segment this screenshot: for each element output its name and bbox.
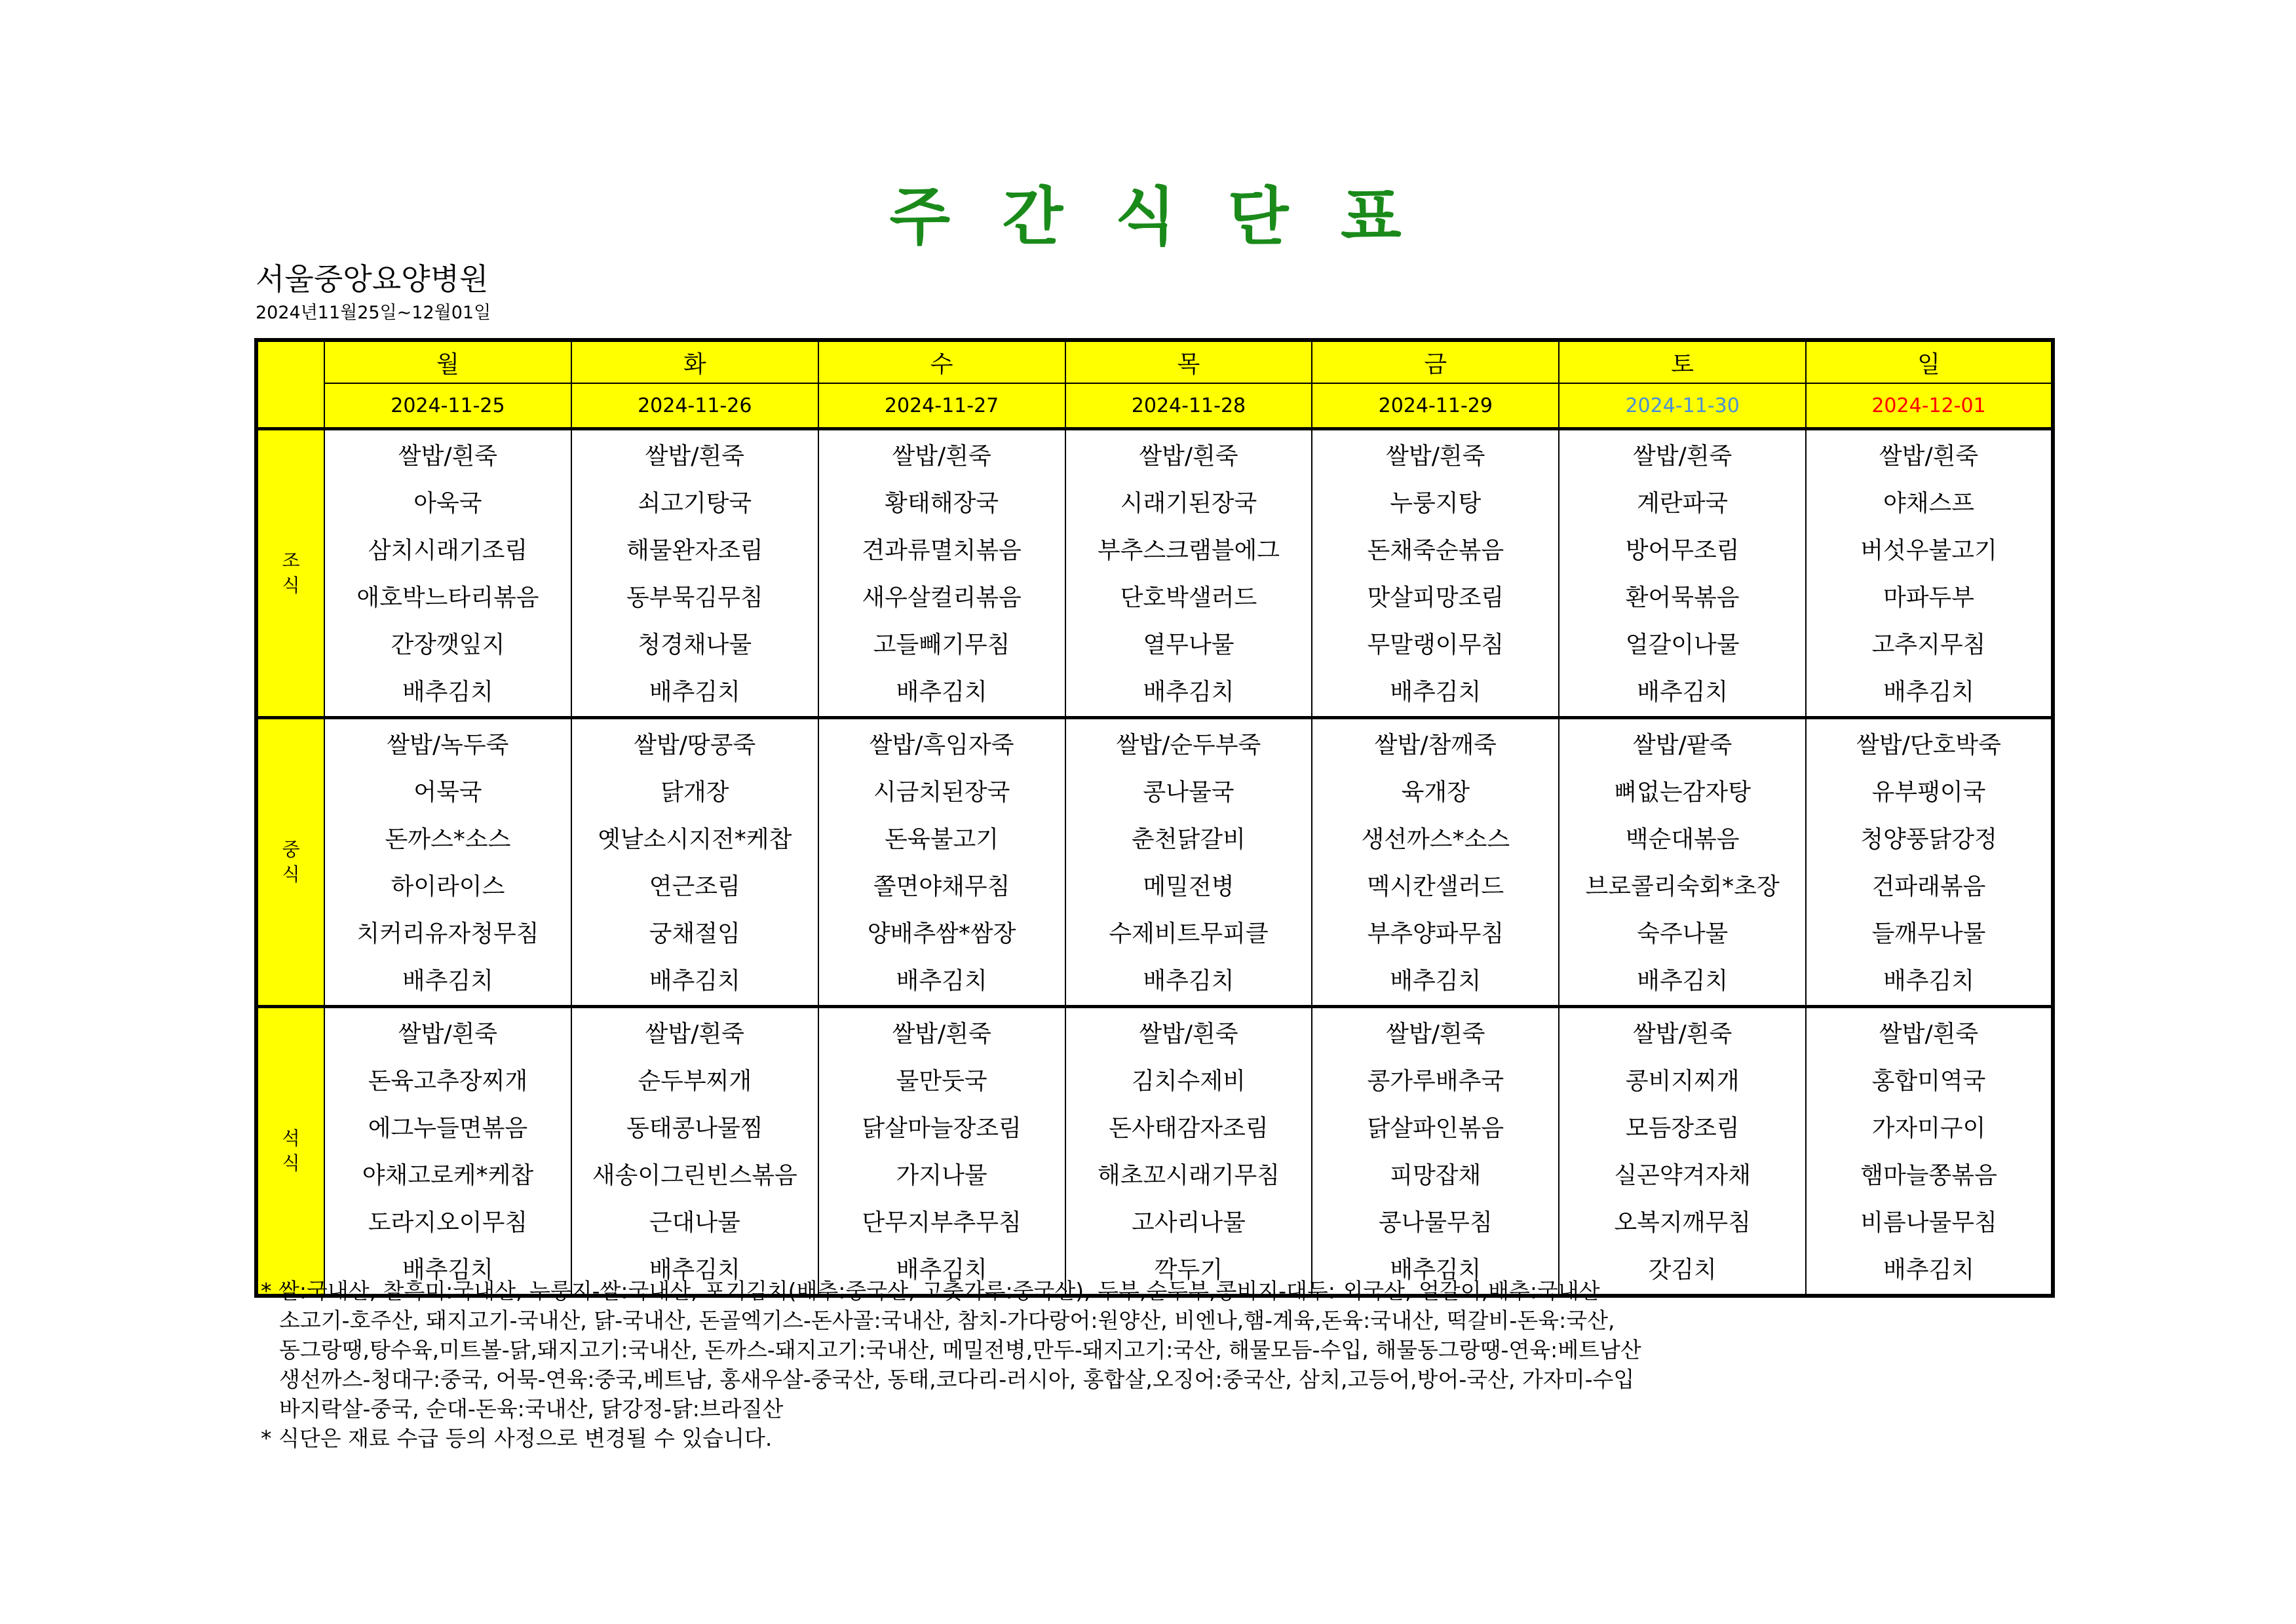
menu-item: 쌀밥/흰죽 [398,443,498,470]
menu-item: 단호박샐러드 [1120,584,1257,611]
menu-item: 어묵국 [413,779,482,806]
menu-cell-lunch-tue [571,718,818,1007]
menu-cell-dinner-fri [1312,1007,1559,1296]
menu-cell-breakfast-tue [571,429,818,718]
menu-item: 청경채나물 [638,632,752,658]
menu-item: 수제비트무피클 [1109,920,1269,947]
menu-item: 부추스크램블에그 [1097,537,1280,564]
menu-item: 동태콩나물찜 [626,1115,763,1142]
menu-item: 무말랭이무침 [1367,632,1504,658]
menu-item: 누룽지탕 [1390,490,1482,517]
menu-item: 배추김치 [1883,1256,1975,1283]
menu-cell-dinner-thu [1065,1007,1312,1296]
menu-item: 쌀밥/흰죽 [1386,1021,1485,1048]
menu-cell-lunch-mon [324,718,571,1007]
day-name-tue: 화 [571,340,818,383]
menu-item: 아욱국 [413,490,482,517]
menu-item: 생선까스*소스 [1361,826,1510,853]
menu-item: 숙주나물 [1637,920,1729,947]
menu-item: 옛날소시지전*케찹 [598,826,792,853]
menu-item: 깍두기 [1154,1256,1223,1283]
menu-item: 해물완자조림 [626,537,763,564]
menu-item: 콩나물무침 [1378,1209,1493,1236]
menu-item: 배추김치 [1883,679,1975,706]
day-name-fri: 금 [1312,340,1559,383]
note-line: * 쌀:국내산, 찰흑미:국내산, 누룽지-쌀:국내산, 포기김치(배추:중국산, 고춧가루:중국산), 두부,순두부,콩비지-대두: 외국산, 얼갈이,배추:국내산 [261,1278,1600,1304]
menu-item: 도라지오이무침 [368,1209,528,1236]
menu-item: 시금치된장국 [873,779,1010,806]
menu-item: 닭살마늘장조림 [862,1115,1022,1142]
meal-label-char: 식 [282,575,300,596]
menu-item: 배추김치 [896,968,987,994]
menu-item: 콩나물국 [1143,779,1234,806]
menu-item: 배추김치 [402,1256,493,1283]
menu-item: 메밀전병 [1143,873,1234,900]
menu-item: 쌀밥/흰죽 [892,443,991,470]
day-date-wed: 2024-11-27 [818,383,1065,429]
menu-item: 홍합미역국 [1871,1068,1986,1095]
menu-item: 쌀밥/땅콩죽 [634,732,756,759]
menu-item: 쌀밥/흰죽 [1139,443,1238,470]
menu-item: 애호박느타리볶음 [356,584,539,611]
meal-row-breakfast [256,429,2053,718]
menu-cell-dinner-tue [571,1007,818,1296]
menu-item: 배추김치 [896,1256,987,1283]
meal-label-char: 식 [282,1152,300,1174]
menu-item: 하이라이스 [391,873,505,900]
menu-item: 쌀밥/흰죽 [1879,443,1979,470]
menu-item: 삼치시래기조림 [368,537,528,564]
menu-item: 궁채절임 [649,920,740,947]
menu-item: 배추김치 [649,679,740,706]
menu-item: 근대나물 [649,1209,740,1236]
menu-item: 오복지깨무침 [1614,1209,1751,1236]
menu-item: 쌀밥/참깨죽 [1374,732,1497,759]
meal-row-dinner [256,1007,2053,1296]
menu-item: 쌀밥/단호박죽 [1856,732,2001,759]
menu-item: 배추김치 [896,679,987,706]
menu-cell-breakfast-wed [818,429,1065,718]
menu-item: 들깨무나물 [1871,920,1986,947]
menu-item: 멕시칸샐러드 [1367,873,1504,900]
menu-item: 배추김치 [402,968,493,994]
day-date-sun: 2024-12-01 [1806,383,2053,429]
menu-item: 새우살컬리볶음 [862,584,1022,611]
menu-item: 쌀밥/흰죽 [1633,443,1732,470]
menu-item: 뼈없는감자탕 [1614,779,1751,806]
menu-item: 쌀밥/흰죽 [1386,443,1485,470]
menu-item: 배추김치 [1637,679,1729,706]
menu-item: 황태해장국 [885,490,999,517]
day-name-mon: 월 [324,340,571,383]
menu-item: 육개장 [1401,779,1470,806]
menu-item: 배추김치 [1143,968,1234,994]
menu-item: 김치수제비 [1132,1068,1246,1095]
hospital-name: 서울중앙요양병원 [256,261,489,297]
menu-item: 쌀밥/흰죽 [1633,1021,1732,1048]
menu-item: 마파두부 [1883,584,1975,611]
menu-cell-breakfast-thu [1065,429,1312,718]
meal-label-dinner [256,1007,324,1296]
note-line: * 식단은 재료 수급 등의 사정으로 변경될 수 있습니다. [261,1426,773,1451]
menu-item: 야채고로케*케찹 [362,1162,534,1189]
meal-label-char: 석 [282,1127,300,1149]
menu-item: 야채스프 [1883,490,1975,517]
day-name-thu: 목 [1065,340,1312,383]
weekly-menu-table [254,338,2055,1298]
meal-label-char: 중 [282,839,300,860]
meal-label-breakfast [256,429,324,718]
day-date-fri: 2024-11-29 [1312,383,1559,429]
menu-cell-breakfast-sun [1806,429,2053,718]
menu-item: 백순대볶음 [1625,826,1740,853]
menu-item: 비름나물무침 [1860,1209,1997,1236]
menu-item: 에그누들면볶음 [368,1115,528,1142]
menu-item: 돈까스*소스 [385,826,511,853]
menu-cell-dinner-wed [818,1007,1065,1296]
note-line: 소고기-호주산, 돼지고기-국내산, 닭-국내산, 돈골엑기스-돈사골:국내산, 참치-가다랑어:원양산, 비엔나,햄-계육,돈육:국내산, 떡갈비-돈육:국산, [279,1308,1615,1333]
day-name-sun: 일 [1806,340,2053,383]
menu-item: 돈채죽순볶음 [1367,537,1504,564]
menu-item: 콩비지찌개 [1625,1068,1740,1095]
menu-cell-lunch-sun [1806,718,2053,1007]
note-line: 생선까스-청대구:중국, 어묵-연육:중국,베트남, 홍새우살-중국산, 동태,코다리-러시아, 홍합살,오징어:중국산, 삼치,고등어,방어-국산, 가자미-수입 [279,1367,1635,1392]
menu-item: 배추김치 [649,1256,740,1283]
menu-item: 닭개장 [660,779,729,806]
menu-item: 배추김치 [1390,1256,1482,1283]
origin-notes [261,1276,1641,1453]
day-date-tue: 2024-11-26 [571,383,818,429]
menu-item: 피망잡채 [1390,1162,1482,1189]
menu-item: 모듬장조림 [1625,1115,1740,1142]
menu-item: 해초꼬시래기무침 [1097,1162,1280,1189]
menu-item: 고사리나물 [1132,1209,1246,1236]
menu-item: 가자미구이 [1871,1115,1986,1142]
menu-item: 방어무조림 [1625,537,1740,564]
menu-cell-lunch-thu [1065,718,1312,1007]
menu-item: 쌀밥/녹두죽 [387,732,509,759]
note-line: 바지락살-중국, 순대-돈육:국내산, 닭강정-닭:브라질산 [279,1396,784,1422]
meal-row-lunch [256,718,2053,1007]
menu-item: 연근조림 [649,873,740,900]
menu-item: 환어묵볶음 [1625,584,1740,611]
menu-item: 돈육불고기 [885,826,999,853]
day-name-row [256,340,2053,383]
menu-cell-breakfast-sat [1559,429,1806,718]
menu-item: 가지나물 [896,1162,987,1189]
menu-item: 고들빼기무침 [873,632,1010,658]
menu-item: 배추김치 [402,679,493,706]
menu-item: 돈사태감자조림 [1109,1115,1269,1142]
menu-item: 순두부찌개 [638,1068,752,1095]
menu-item: 유부팽이국 [1871,779,1986,806]
menu-item: 동부묵김무침 [626,584,763,611]
menu-item: 배추김치 [1637,968,1729,994]
menu-item: 간장깻잎지 [391,632,505,658]
menu-item: 열무나물 [1143,632,1234,658]
menu-item: 배추김치 [649,968,740,994]
menu-item: 배추김치 [1883,968,1975,994]
menu-item: 맛살피망조림 [1367,584,1504,611]
menu-item: 견과류멸치볶음 [862,537,1022,564]
menu-item: 갓김치 [1648,1256,1717,1283]
menu-item: 쌀밥/흑임자죽 [869,732,1014,759]
menu-item: 치커리유자청무침 [356,920,539,947]
day-date-thu: 2024-11-28 [1065,383,1312,429]
menu-item: 콩가루배추국 [1367,1068,1504,1095]
menu-item: 햄마늘쫑볶음 [1860,1162,1997,1189]
menu-item: 쌀밥/흰죽 [1879,1021,1979,1048]
menu-cell-lunch-sat [1559,718,1806,1007]
menu-item: 쌀밥/팥죽 [1633,732,1732,759]
day-date-sat: 2024-11-30 [1559,383,1806,429]
menu-item: 배추김치 [1390,968,1482,994]
meal-label-char: 식 [282,863,300,885]
menu-item: 쌀밥/흰죽 [892,1021,991,1048]
menu-item: 얼갈이나물 [1625,632,1740,658]
menu-cell-dinner-mon [324,1007,571,1296]
menu-cell-lunch-fri [1312,718,1559,1007]
menu-item: 고추지무침 [1871,632,1986,658]
menu-item: 새송이그린빈스볶음 [592,1162,797,1189]
menu-item: 배추김치 [1390,679,1482,706]
menu-item: 쌀밥/흰죽 [645,1021,744,1048]
menu-item: 실곤약겨자채 [1614,1162,1751,1189]
menu-item: 브로콜리숙회*초장 [1585,873,1780,900]
menu-item: 양배추쌈*쌈장 [867,920,1016,947]
menu-item: 돈육고추장찌개 [368,1068,528,1095]
menu-item: 계란파국 [1637,490,1729,517]
menu-item: 춘천닭갈비 [1132,826,1246,853]
menu-item: 배추김치 [1143,679,1234,706]
note-line: 동그랑땡,탕수육,미트볼-닭,돼지고기:국내산, 돈까스-돼지고기:국내산, 메밀전병,만두-돼지고기:국산, 해물모듬-수입, 해물동그랑땡-연육:베트남산 [279,1337,1641,1363]
menu-item: 단무지부추무침 [862,1209,1022,1236]
meal-label-char: 조 [282,550,300,571]
menu-cell-dinner-sun [1806,1007,2053,1296]
day-date-mon: 2024-11-25 [324,383,571,429]
page-title: 주 간 식 단 표 [889,180,1407,254]
menu-period: 2024년11월25일~12월01일 [256,303,491,323]
meal-label-lunch [256,718,324,1007]
menu-item: 쌀밥/흰죽 [645,443,744,470]
menu-cell-breakfast-fri [1312,429,1559,718]
menu-item: 쌀밥/순두부죽 [1116,732,1261,759]
corner-cell [256,340,324,429]
menu-cell-lunch-wed [818,718,1065,1007]
day-name-wed: 수 [818,340,1065,383]
menu-item: 쫄면야채무침 [873,873,1010,900]
menu-cell-breakfast-mon [324,429,571,718]
menu-item: 시래기된장국 [1120,490,1257,517]
menu-item: 쌀밥/흰죽 [1139,1021,1238,1048]
menu-item: 청양풍닭강정 [1860,826,1997,853]
menu-item: 닭살파인볶음 [1367,1115,1504,1142]
menu-item: 부추양파무침 [1367,920,1504,947]
menu-item: 쌀밥/흰죽 [398,1021,498,1048]
day-date-row [256,383,2053,429]
menu-item: 쇠고기탕국 [638,490,752,517]
menu-item: 건파래볶음 [1871,873,1986,900]
day-name-sat: 토 [1559,340,1806,383]
menu-cell-dinner-sat [1559,1007,1806,1296]
menu-item: 물만둣국 [896,1068,987,1095]
menu-item: 버섯우불고기 [1860,537,1997,564]
